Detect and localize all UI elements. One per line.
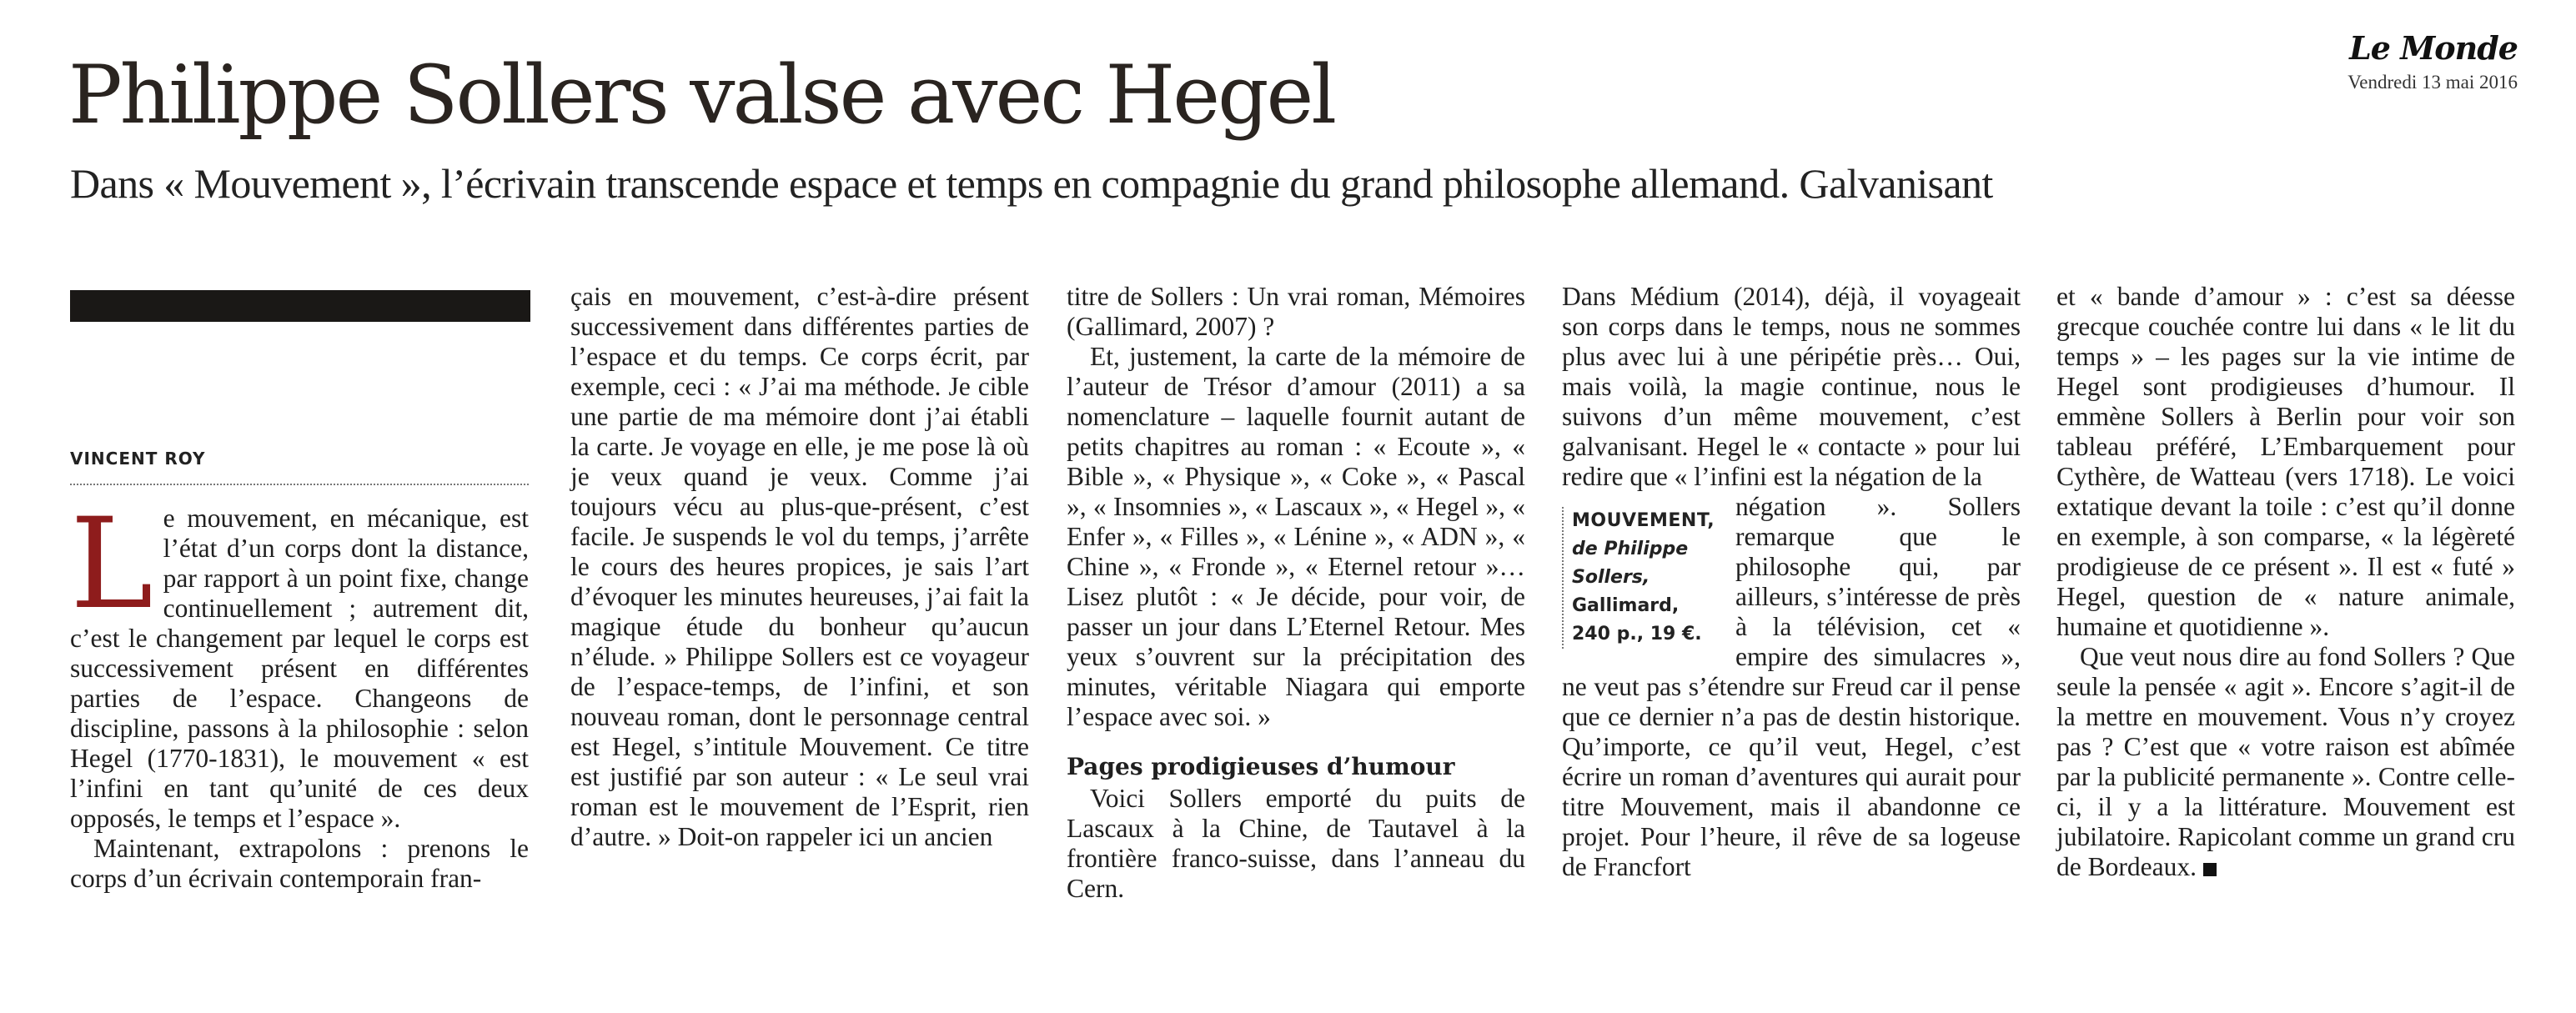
byline: VINCENT ROY: [70, 444, 529, 485]
article-paragraph: çais en mouvement, c’est-à-dire présent successivement dans différentes parties de l’espace et du temps. Ce corps écrit, par exemple, ceci : « J’ai ma méthode. Je cible une partie de ma mémoire dont j’ai établi la carte. Je voyage en elle, je me pose là où je veux quand je veux. Comme j’ai toujours vécu au plus-que-présent, c’est facile. Je suspends le vol du temps, j’arrête le cours des heures propices, je sais l’art d’évoquer les minutes heureuses, j’ai fait la magique étude du bonheur qu’aucun n’élude. » Philippe Sollers est ce voyageur de l’espace-temps, de l’infini, et son nouveau roman, dont le personnage central est Hegel, s’intitule Mouvement. Ce titre est justifié par son auteur : « Le seul vrai roman est le mouvement de l’Esprit, rien d’autre. » Doit-on rappeler ici un ancien: [570, 282, 1029, 851]
article-paragraph: et « bande d’amour » : c’est sa déesse grecque couchée contre lui dans « le lit du temps » – les pages sur la vie intime de Hegel sont prodigieuses d’humour. Il emmène Sollers à Berlin pour voir son tableau préféré, L’Embarquement pour Cythère, de Watteau (vers 1718). Le voici extatique devant la toile : c’est qu’il donne en exemple, à son comparse, « la légèreté prodigieuse de ce présent ». Il est « futé » Hegel, question de « nature animale, humaine et quotidienne ».: [2056, 282, 2515, 641]
article-paragraph: Voici Sollers emporté du puits de Lascaux à la Chine, de Tautavel à la frontière franco-suisse, dans l’anneau du Cern.: [1067, 784, 1525, 903]
book-publisher: Gallimard,: [1572, 595, 1680, 616]
section-subhead: Pages prodigieuses d’humour: [1067, 753, 1455, 780]
column-2: [570, 282, 1029, 852]
standfirst: Dans « Mouvement », l’écrivain transcende espace et temps en compagnie du grand philosophe allemand. Galvanisant: [70, 160, 1993, 207]
le-monde-logo: Le Monde: [2349, 29, 2518, 67]
drop-cap: L: [70, 492, 153, 637]
article-paragraph: négation ». Sollers remarque que le philosophe qui, par ailleurs, s’intéresse de près à la télévision, cet « empire des simulacres », ne veut pas s’étendre sur Freud car il pense que ce dernier n’a pas de destin historique. Qu’importe, ce qu’il veut, Hegel, c’est écrire un roman d’aventures qui aurait pour titre Mouvement, mais il abandonne ce projet. Pour l’heure, il rêve de sa logeuse de Francfort: [1562, 492, 2021, 881]
masthead: [2348, 29, 2518, 93]
book-author: de Philippe Sollers,: [1572, 539, 1689, 588]
article-paragraph: Que veut nous dire au fond Sollers ? Que seule la pensée « agit ». Encore s’agit-il de la mettre en mouvement. Vous n’y croyez pas ? C’est que « votre raison est abîmée par la publicité permanente ». Contre celle-ci, il y a la littérature. Mouvement est jubilatoire. Rapicolant comme un grand cru de Bordeaux.: [2056, 642, 2515, 881]
column-1: [70, 282, 529, 894]
book-price: 240 p., 19 €.: [1572, 624, 1702, 644]
decorative-black-bar: [70, 290, 530, 322]
book-info-box: [1562, 507, 1720, 649]
column-5: [2056, 282, 2515, 882]
article-paragraph: Dans Médium (2014), déjà, il voyageait son corps dans le temps, nous ne sommes plus avec lui à une péripétie près… Oui, mais voilà, la magie continue, nous le suivons d’un même mouvement, c’est galvanisant. Hegel le « contacte » pour lui redire que « l’infini est la négation de la: [1562, 282, 2021, 491]
book-title: MOUVEMENT,: [1572, 510, 1715, 531]
headline: Philippe Sollers valse avec Hegel: [68, 48, 1335, 142]
article-paragraph: Et, justement, la carte de la mémoire de l’auteur de Trésor d’amour (2011) a sa nomenclature – laquelle fournit autant de petits chapitres au roman : « Ecoute », « Bible », « Physique », « Coke », « Pascal », « Insomnies », « Lascaux », « Hegel », « Enfer », « Filles », « Lénine », « ADN », « Chine », « Fronde », « Eternel retour »… Lisez plutôt : « Je décide, pour voir, de passer un jour dans L’Eternel Retour. Mes yeux s’ouvrent sur la précipitation des minutes, véritable Niagara qui emporte l’espace avec soi. »: [1067, 342, 1525, 731]
column-3: [1067, 282, 1525, 904]
article-paragraph: Le mouvement, en mécanique, est l’état d’un corps dont la distance, par rapport à un point fixe, change continuellement ; autrement dit, c’est le changement par lequel le corps est successivement présent en différentes parties de l’espace. Changeons de discipline, passons à la philosophie : selon Hegel (1770-1831), le mouvement « est l’infini en tant qu’unité de ces deux opposés, le temps et l’espace ».: [70, 492, 529, 833]
issue-date: Vendredi 13 mai 2016: [2348, 72, 2518, 93]
article-paragraph: Maintenant, extrapolons : prenons le corps d’un écrivain contemporain fran-: [70, 834, 529, 893]
column-4: [1562, 282, 2021, 882]
end-mark-icon: [2203, 863, 2217, 876]
article-paragraph: titre de Sollers : Un vrai roman, Mémoires (Gallimard, 2007) ?: [1067, 282, 1525, 341]
